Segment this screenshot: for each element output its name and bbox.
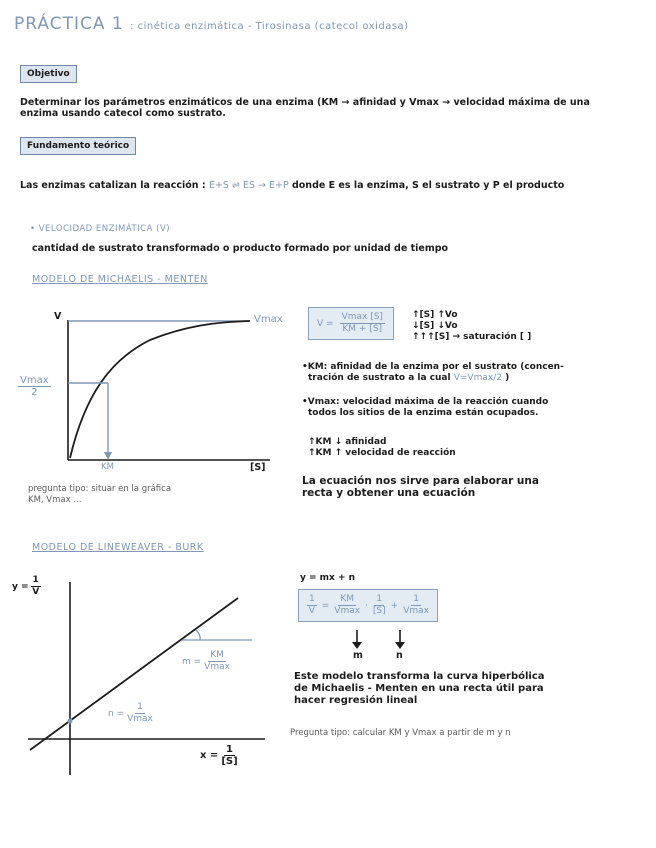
mm-note-1: ↑[S] ↑Vo	[412, 310, 458, 320]
objetivo-text: Determinar los parámetros enzimáticos de una enzima (KM → afinidad y Vmax → velocidad máxima de una enzima usando catecol como sustrato.	[20, 97, 590, 119]
lb-f-m	[334, 594, 360, 617]
lb-desc-line3: hacer regresión lineal	[294, 695, 418, 706]
lb-y-fraction	[31, 575, 41, 598]
fundamento-label: Fundamento teórico	[20, 137, 136, 155]
km-relation-1: ↑KM ↓ afinidad	[308, 437, 387, 447]
lb-f-m-den: Vmax	[334, 606, 361, 616]
vmax-bullet-line1: •Vmax: velocidad máxima de la reacción cuando	[302, 397, 549, 407]
title-main: PRÁCTICA 1	[14, 14, 124, 34]
lb-y-den: V	[32, 587, 40, 597]
km-bullet-line1: •KM: afinidad de la enzima por el sustrato (concen-	[302, 362, 564, 372]
lb-f-lhs-den: V	[308, 606, 315, 616]
arrow-n-label: n	[396, 650, 403, 661]
arrow-m-head	[352, 642, 362, 649]
mm-half-vmax-label	[18, 375, 51, 398]
mm-formula-den: KM + [S]	[342, 324, 383, 334]
reaction-suffix: donde E es la enzima, S el sustrato y P el producto	[291, 180, 565, 191]
ecuacion-line1: La ecuación nos sirve para elaborar una	[302, 475, 539, 487]
mm-half-vmax-den: 2	[31, 387, 38, 398]
lb-intercept-point	[68, 719, 73, 724]
mm-curve	[70, 321, 250, 458]
lb-regression-line	[30, 598, 238, 750]
lb-m-num: KM	[210, 650, 224, 660]
lb-f-n-num: 1	[413, 594, 419, 604]
lb-f-x-den: [S]	[372, 606, 386, 616]
mm-km-arrowhead	[104, 452, 112, 460]
lb-f-n	[403, 594, 429, 617]
lb-x-num: 1	[226, 744, 233, 755]
km-bullet-text: tración de sustrato a la cual	[308, 373, 451, 383]
ecuacion-line2: recta y obtener una ecuación	[302, 487, 476, 499]
lb-m-fraction	[204, 650, 230, 673]
lb-slope-angle	[196, 630, 200, 640]
lb-x-axis-label	[200, 744, 238, 767]
lb-f-m-num: KM	[340, 594, 354, 604]
km-bullet-line2	[308, 373, 509, 383]
mm-vmax-label: Vmax	[254, 314, 283, 325]
lb-m-den: Vmax	[204, 662, 230, 672]
lb-n-den: Vmax	[127, 714, 153, 724]
title-subtitle: : cinética enzimática - Tirosinasa (catecol oxidasa)	[130, 21, 409, 32]
mm-note-3: ↑↑↑[S] → saturación [ ]	[412, 332, 532, 342]
mm-half-vmax-num: Vmax	[20, 375, 49, 386]
lb-f-n-den: Vmax	[403, 606, 429, 616]
lb-f-dot: ·	[365, 600, 368, 611]
arrow-m-label: m	[353, 650, 363, 661]
lb-x-den: [S]	[221, 756, 238, 767]
lb-desc-line2: de Michaelis - Menten en una recta útil para	[294, 683, 544, 694]
lb-n-lhs: n =	[108, 708, 125, 719]
lb-y-axis-label	[12, 575, 41, 598]
mm-s-label: [S]	[250, 462, 266, 473]
km-relation-2: ↑KM ↑ velocidad de reacción	[308, 448, 456, 458]
lb-intercept-label	[108, 702, 153, 725]
michaelis-heading: MODELO DE MICHAELIS - MENTEN	[32, 274, 208, 285]
objetivo-label: Objetivo	[20, 65, 77, 83]
lb-n-fraction	[127, 702, 153, 725]
lb-line-equation: y = mx + n	[300, 573, 356, 583]
km-bullet-formula: V=Vmax/2	[453, 373, 502, 383]
mm-axis-v-label: V	[54, 311, 62, 322]
mm-pregunta-line1: pregunta tipo: situar en la gráfica	[28, 484, 172, 494]
lb-f-lhs-num: 1	[309, 594, 315, 604]
lineweaver-heading: MODELO DE LINEWEAVER - BURK	[32, 542, 204, 553]
mm-note-2: ↓[S] ↓Vo	[412, 321, 458, 331]
vmax-bullet-line2: todos los sitios de la enzima están ocupados.	[308, 408, 539, 418]
lb-f-x-num: 1	[376, 594, 383, 604]
lb-f-equals: =	[321, 600, 330, 611]
lb-f-x	[373, 594, 386, 617]
lb-slope-label	[182, 650, 230, 673]
lb-x-fraction	[221, 744, 237, 767]
lb-f-lhs	[307, 594, 317, 617]
mm-pregunta-line2: KM, Vmax ...	[28, 495, 82, 505]
mm-formula-fraction	[340, 312, 385, 335]
lb-desc-line1: Este modelo transforma la curva hiperbólica	[294, 671, 545, 682]
arrow-n-head	[395, 642, 405, 649]
lb-f-plus: +	[390, 600, 399, 611]
lb-formula	[298, 589, 438, 622]
mm-formula	[308, 307, 394, 340]
lb-y-lhs: y =	[12, 581, 29, 592]
velocidad-heading: • VELOCIDAD ENZIMÁTICA (V)	[30, 224, 171, 234]
mm-formula-lhs: V =	[317, 318, 334, 329]
lb-pregunta: Pregunta tipo: calcular KM y Vmax a partir de m y n	[290, 728, 511, 738]
lb-n-num: 1	[137, 702, 143, 712]
lb-x-lhs: x =	[200, 750, 219, 761]
reaction-prefix: Las enzimas catalizan la reacción :	[20, 180, 206, 191]
lb-y-num: 1	[32, 575, 39, 585]
velocidad-definition: cantidad de sustrato transformado o producto formado por unidad de tiempo	[32, 243, 449, 254]
mm-km-label: KM	[101, 462, 114, 472]
reaction-equation: E+S ⇌ ES → E+P	[208, 180, 289, 191]
mm-formula-num: Vmax [S]	[341, 312, 383, 322]
lb-m-lhs: m =	[182, 656, 202, 667]
km-bullet-close: )	[505, 373, 510, 383]
